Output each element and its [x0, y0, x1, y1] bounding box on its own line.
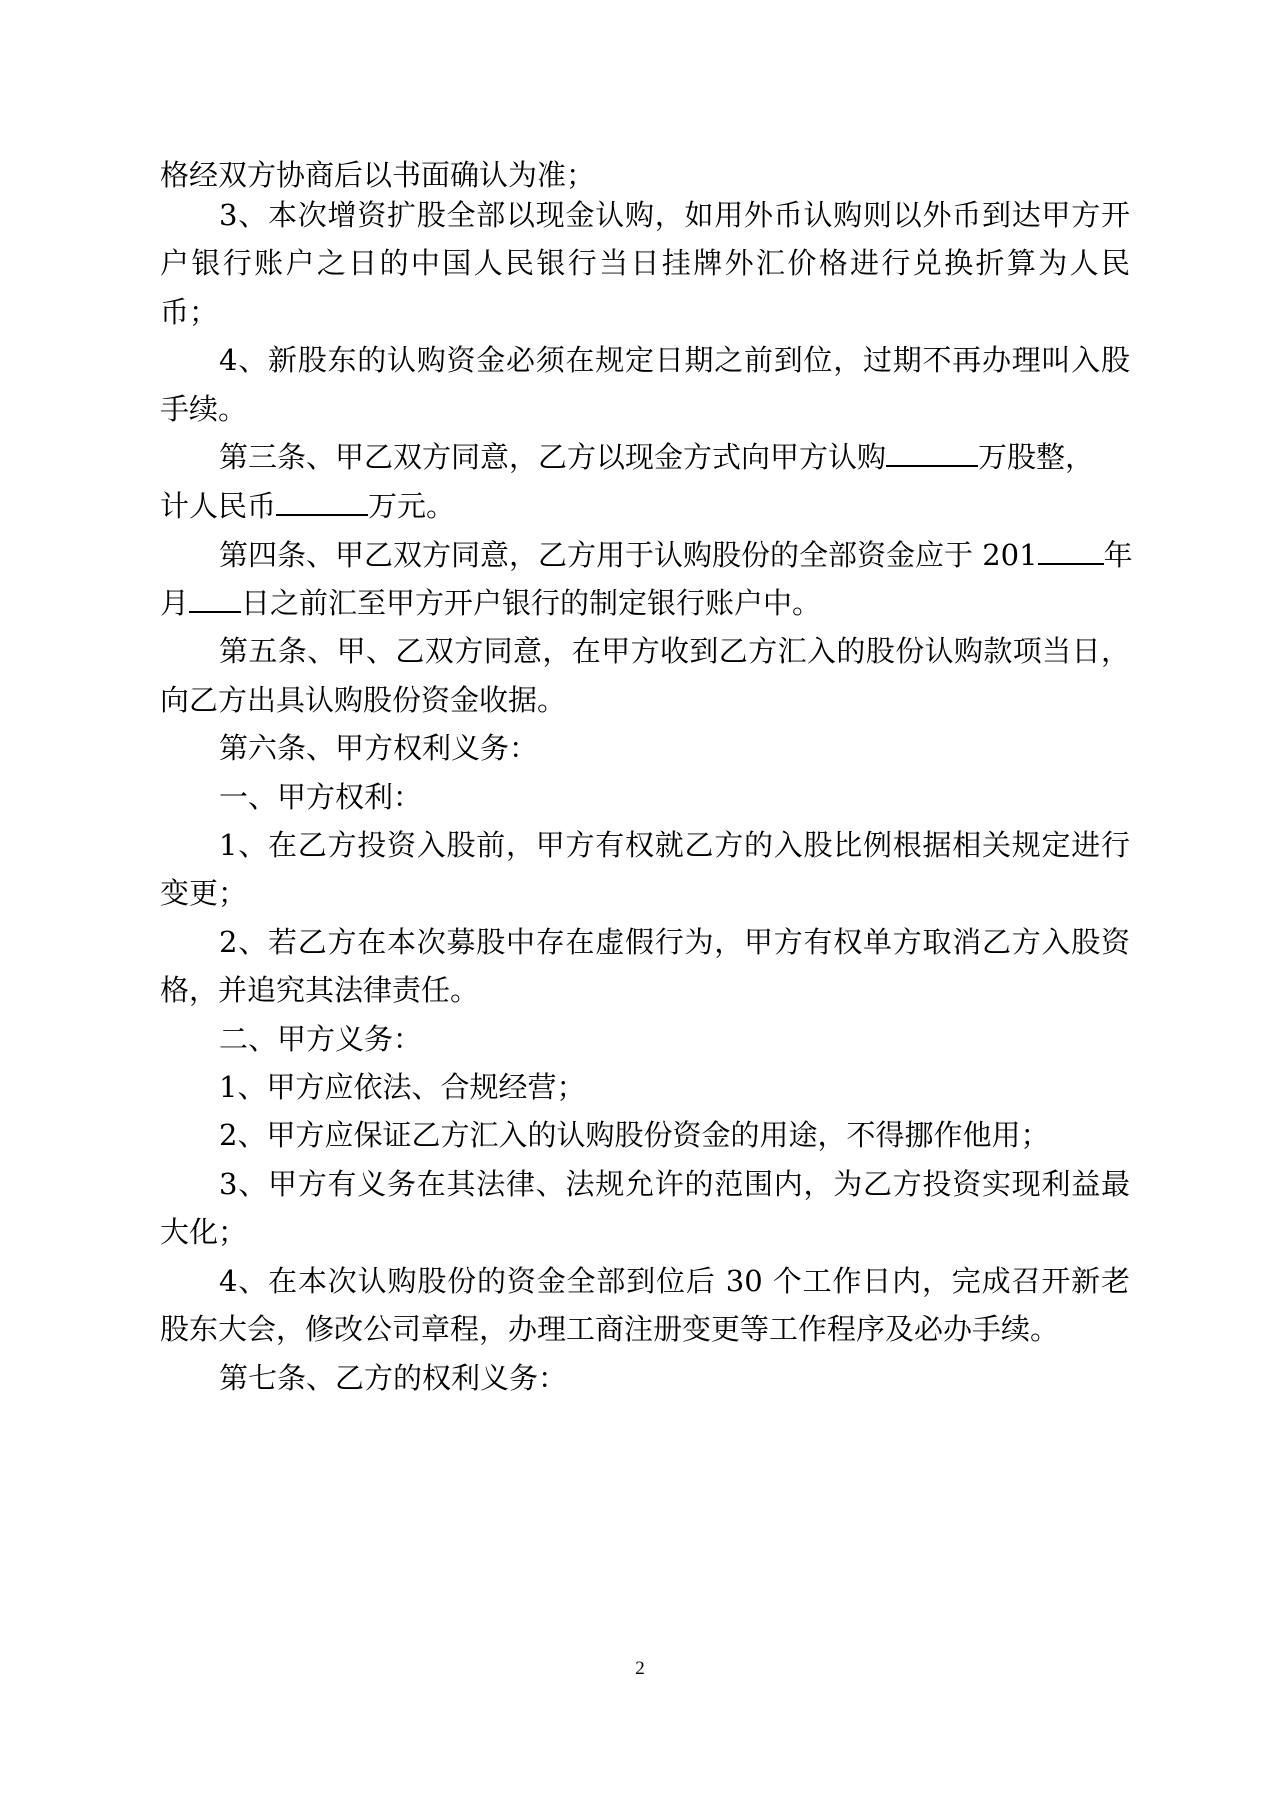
text-segment: 年 — [1103, 538, 1133, 572]
text-segment: 第三条、甲乙双方同意，乙方以现金方式向甲方认购 — [219, 440, 887, 474]
text-line: 二、甲方义务： — [219, 1022, 423, 1056]
text-line — [219, 538, 1133, 572]
page-number: 2 — [635, 1658, 645, 1679]
text-line: 变更； — [160, 876, 248, 910]
text-line — [219, 440, 1130, 474]
text-line: 4、新股东的认购资金必须在规定日期之前到位，过期不再办理叫入股 — [219, 343, 1130, 377]
text-segment: 日之前汇至甲方开户银行的制定银行账户中。 — [241, 586, 822, 620]
fill-in-blank — [276, 490, 368, 516]
fill-in-blank — [189, 587, 241, 613]
text-segment: 月 — [160, 586, 190, 620]
text-line: 2、甲方应保证乙方汇入的认购股份资金的用途，不得挪作他用； — [219, 1118, 1050, 1152]
text-line: 3、本次增资扩股全部以现金认购，如用外币认购则以外币到达甲方开 — [219, 198, 1130, 232]
text-line: 第六条、甲方权利义务： — [219, 731, 539, 765]
text-segment: 第四条、甲乙双方同意，乙方用于认购股份的全部资金应于 201 — [219, 538, 1038, 572]
text-segment: 计人民币 — [160, 489, 277, 523]
text-line: 大化； — [160, 1215, 248, 1249]
text-line: 4、在本次认购股份的资金全部到位后 30 个工作日内，完成召开新老 — [219, 1264, 1130, 1298]
text-line: 第五条、甲、乙双方同意，在甲方收到乙方汇入的股份认购款项当日， — [219, 634, 1130, 668]
text-line — [160, 489, 1130, 523]
text-line: 向乙方出具认购股份资金收据。 — [160, 683, 567, 717]
text-line: 1、在乙方投资入股前，甲方有权就乙方的入股比例根据相关规定进行 — [219, 828, 1130, 862]
text-segment: 万股整， — [978, 440, 1095, 474]
text-line — [160, 586, 1130, 620]
text-line: 户银行账户之日的中国人民银行当日挂牌外汇价格进行兑换折算为人民 — [160, 246, 1130, 280]
text-line: 2、若乙方在本次募股中存在虚假行为，甲方有权单方取消乙方入股资 — [219, 925, 1130, 959]
text-line: 3、甲方有义务在其法律、法规允许的范围内，为乙方投资实现利益最 — [219, 1167, 1130, 1201]
text-line: 格经双方协商后以书面确认为准； — [160, 158, 596, 192]
fill-in-blank — [1038, 539, 1104, 565]
text-line: 格，并追究其法律责任。 — [160, 973, 480, 1007]
text-line: 第七条、乙方的权利义务： — [219, 1361, 568, 1395]
text-line: 一、甲方权利： — [219, 780, 423, 814]
text-line: 股东大会，修改公司章程，办理工商注册变更等工作程序及必办手续。 — [160, 1312, 1060, 1346]
text-segment: 万元。 — [368, 489, 456, 523]
fill-in-blank — [886, 441, 978, 467]
text-line: 手续。 — [160, 392, 248, 426]
text-line: 1、甲方应依法、合规经营； — [219, 1070, 586, 1104]
text-line: 币； — [160, 295, 219, 329]
